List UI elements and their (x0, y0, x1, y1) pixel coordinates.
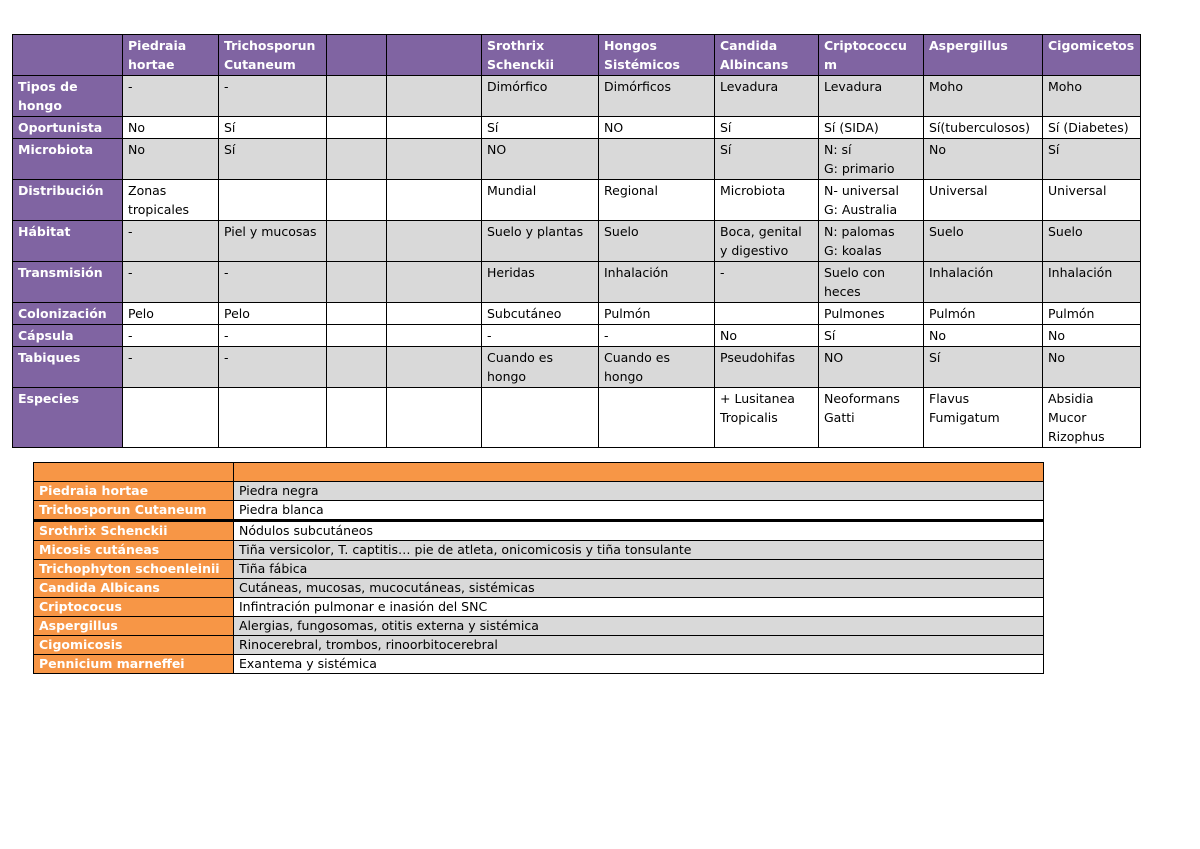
table-cell: Suelo y plantas (482, 221, 599, 262)
table-cell: Pulmón (924, 303, 1043, 325)
table-cell (327, 221, 387, 262)
table-cell: Pelo (123, 303, 219, 325)
table-cell (387, 303, 482, 325)
table-cell (387, 180, 482, 221)
column-header: Trichosporun Cutaneum (219, 35, 327, 76)
column-header (327, 35, 387, 76)
table-cell: - (123, 221, 219, 262)
table-cell: Heridas (482, 262, 599, 303)
row-header: Trichophyton schoenleinii (34, 560, 234, 579)
column-header: Candida Albincans (715, 35, 819, 76)
table-cell: N: sí G: primario (819, 139, 924, 180)
table-cell: - (123, 262, 219, 303)
table-cell: Moho (1043, 76, 1141, 117)
table-cell: Sí (219, 139, 327, 180)
table-cell: Universal (924, 180, 1043, 221)
table-row (34, 541, 1044, 560)
row-header: Tabiques (13, 347, 123, 388)
table-cell: Levadura (715, 76, 819, 117)
table-cell (123, 388, 219, 448)
table-cell (327, 325, 387, 347)
table-cell (327, 262, 387, 303)
row-header: Criptococus (34, 598, 234, 617)
row-header: Distribución (13, 180, 123, 221)
table-cell: Suelo con heces (819, 262, 924, 303)
table-cell (387, 139, 482, 180)
table-row (34, 522, 1044, 541)
table-cell: Moho (924, 76, 1043, 117)
column-header (34, 463, 234, 482)
table-row (13, 347, 1141, 388)
row-header: Cigomicosis (34, 636, 234, 655)
table-cell: Sí (219, 117, 327, 139)
table-cell: Sí(tuberculosos) (924, 117, 1043, 139)
table-row (13, 76, 1141, 117)
table-cell: - (219, 325, 327, 347)
table-cell: Flavus Fumigatum (924, 388, 1043, 448)
row-header: Oportunista (13, 117, 123, 139)
table-header-row (13, 35, 1141, 76)
table-cell: Sí (819, 325, 924, 347)
table-cell: Pelo (219, 303, 327, 325)
mycosis-table (33, 462, 1044, 674)
table-cell (327, 180, 387, 221)
table-cell: - (599, 325, 715, 347)
table-cell: Inhalación (599, 262, 715, 303)
table-row (13, 388, 1141, 448)
table-cell: Pulmón (1043, 303, 1141, 325)
table-cell: N- universal G: Australia (819, 180, 924, 221)
table-cell: - (123, 325, 219, 347)
table-cell: N: palomas G: koalas (819, 221, 924, 262)
column-header (387, 35, 482, 76)
table-row (13, 180, 1141, 221)
table-cell: Infintración pulmonar e inasión del SNC (234, 598, 1044, 617)
row-header: Micosis cutáneas (34, 541, 234, 560)
table-cell: - (123, 347, 219, 388)
table-cell: No (715, 325, 819, 347)
table-cell (219, 388, 327, 448)
table-cell: No (123, 139, 219, 180)
table-cell: Dimórficos (599, 76, 715, 117)
row-header: Pennicium marneffei (34, 655, 234, 674)
row-header: Piedraia hortae (34, 482, 234, 501)
table-cell: - (715, 262, 819, 303)
table-cell: Sí (SIDA) (819, 117, 924, 139)
table-cell: Tiña fábica (234, 560, 1044, 579)
row-header: Colonización (13, 303, 123, 325)
table-cell (327, 303, 387, 325)
row-header: Hábitat (13, 221, 123, 262)
table-cell: Boca, genital y digestivo (715, 221, 819, 262)
column-header (234, 463, 1044, 482)
table-row (13, 117, 1141, 139)
table-cell: Sí (Diabetes) (1043, 117, 1141, 139)
table-cell: Piel y mucosas (219, 221, 327, 262)
table-cell: Sí (715, 117, 819, 139)
row-header: Tipos de hongo (13, 76, 123, 117)
table-cell (387, 262, 482, 303)
table-cell: Exantema y sistémica (234, 655, 1044, 674)
table-cell (387, 388, 482, 448)
fungi-comparison-table (12, 34, 1141, 448)
table-row (34, 636, 1044, 655)
table-row (34, 617, 1044, 636)
table-cell (219, 180, 327, 221)
table-cell: Mundial (482, 180, 599, 221)
row-header: Trichosporun Cutaneum (34, 501, 234, 520)
table-cell (482, 388, 599, 448)
table-cell: Sí (715, 139, 819, 180)
column-header: Srothrix Schenckii (482, 35, 599, 76)
table-cell (599, 139, 715, 180)
column-header: Piedraia hortae (123, 35, 219, 76)
table-cell (387, 347, 482, 388)
table-cell: NO (482, 139, 599, 180)
table-cell: Tiña versicolor, T. captitis… pie de atleta, onicomicosis y tiña tonsulante (234, 541, 1044, 560)
column-header: Hongos Sistémicos (599, 35, 715, 76)
table-cell: No (924, 139, 1043, 180)
table-cell: - (123, 76, 219, 117)
table-cell: Cutáneas, mucosas, mucocutáneas, sistémicas (234, 579, 1044, 598)
table-cell: NO (819, 347, 924, 388)
table-cell: Piedra negra (234, 482, 1044, 501)
table-cell: No (123, 117, 219, 139)
table-row (13, 221, 1141, 262)
row-header: Cápsula (13, 325, 123, 347)
table-row (34, 560, 1044, 579)
table-cell (327, 347, 387, 388)
table-row (34, 482, 1044, 501)
table-cell: No (924, 325, 1043, 347)
table-cell: Dimórfico (482, 76, 599, 117)
table-cell (387, 325, 482, 347)
table-cell (327, 139, 387, 180)
table-cell: Inhalación (1043, 262, 1141, 303)
column-header: Cigomicetos (1043, 35, 1141, 76)
table-cell: No (1043, 325, 1141, 347)
table-cell: Inhalación (924, 262, 1043, 303)
column-header: Aspergillus (924, 35, 1043, 76)
table-cell: Rinocerebral, trombos, rinoorbitocerebral (234, 636, 1044, 655)
table-cell: Zonas tropicales (123, 180, 219, 221)
table-cell: Pulmones (819, 303, 924, 325)
table-cell (387, 117, 482, 139)
row-header: Srothrix Schenckii (34, 522, 234, 541)
table-cell: Cuando es hongo (482, 347, 599, 388)
table-header-row (34, 463, 1044, 482)
table-cell: - (219, 347, 327, 388)
table-row (13, 325, 1141, 347)
table-row (13, 303, 1141, 325)
table-cell (387, 221, 482, 262)
table-cell (327, 117, 387, 139)
table-cell: NO (599, 117, 715, 139)
table-cell: Levadura (819, 76, 924, 117)
table-cell: Universal (1043, 180, 1141, 221)
table-cell (327, 76, 387, 117)
table-cell: Regional (599, 180, 715, 221)
table-cell: Pseudohifas (715, 347, 819, 388)
table-row (13, 262, 1141, 303)
row-header: Candida Albicans (34, 579, 234, 598)
table-cell: Sí (1043, 139, 1141, 180)
table-row (34, 501, 1044, 520)
table-cell: + Lusitanea Tropicalis (715, 388, 819, 448)
table-cell: Neoformans Gatti (819, 388, 924, 448)
row-header: Especies (13, 388, 123, 448)
row-header: Transmisión (13, 262, 123, 303)
row-header: Microbiota (13, 139, 123, 180)
table-cell: - (482, 325, 599, 347)
table-cell (715, 303, 819, 325)
table-cell (387, 76, 482, 117)
row-header: Aspergillus (34, 617, 234, 636)
table-cell: Alergias, fungosomas, otitis externa y sistémica (234, 617, 1044, 636)
table-cell: Suelo (1043, 221, 1141, 262)
table-cell: Cuando es hongo (599, 347, 715, 388)
table-cell: Nódulos subcutáneos (234, 522, 1044, 541)
table-row (34, 598, 1044, 617)
table-cell: Absidia Mucor Rizophus (1043, 388, 1141, 448)
table-cell: Suelo (924, 221, 1043, 262)
column-header (13, 35, 123, 76)
table-cell: Sí (924, 347, 1043, 388)
table-cell: No (1043, 347, 1141, 388)
table-cell: - (219, 76, 327, 117)
table-cell: Subcutáneo (482, 303, 599, 325)
table-cell: Microbiota (715, 180, 819, 221)
table-cell: Pulmón (599, 303, 715, 325)
column-header: Criptococcum (819, 35, 924, 76)
table-cell: Sí (482, 117, 599, 139)
table-cell (327, 388, 387, 448)
table-row (34, 655, 1044, 674)
table-cell: - (219, 262, 327, 303)
table-cell: Piedra blanca (234, 501, 1044, 520)
table-row (34, 579, 1044, 598)
table-cell: Suelo (599, 221, 715, 262)
table-row (13, 139, 1141, 180)
table-cell (599, 388, 715, 448)
